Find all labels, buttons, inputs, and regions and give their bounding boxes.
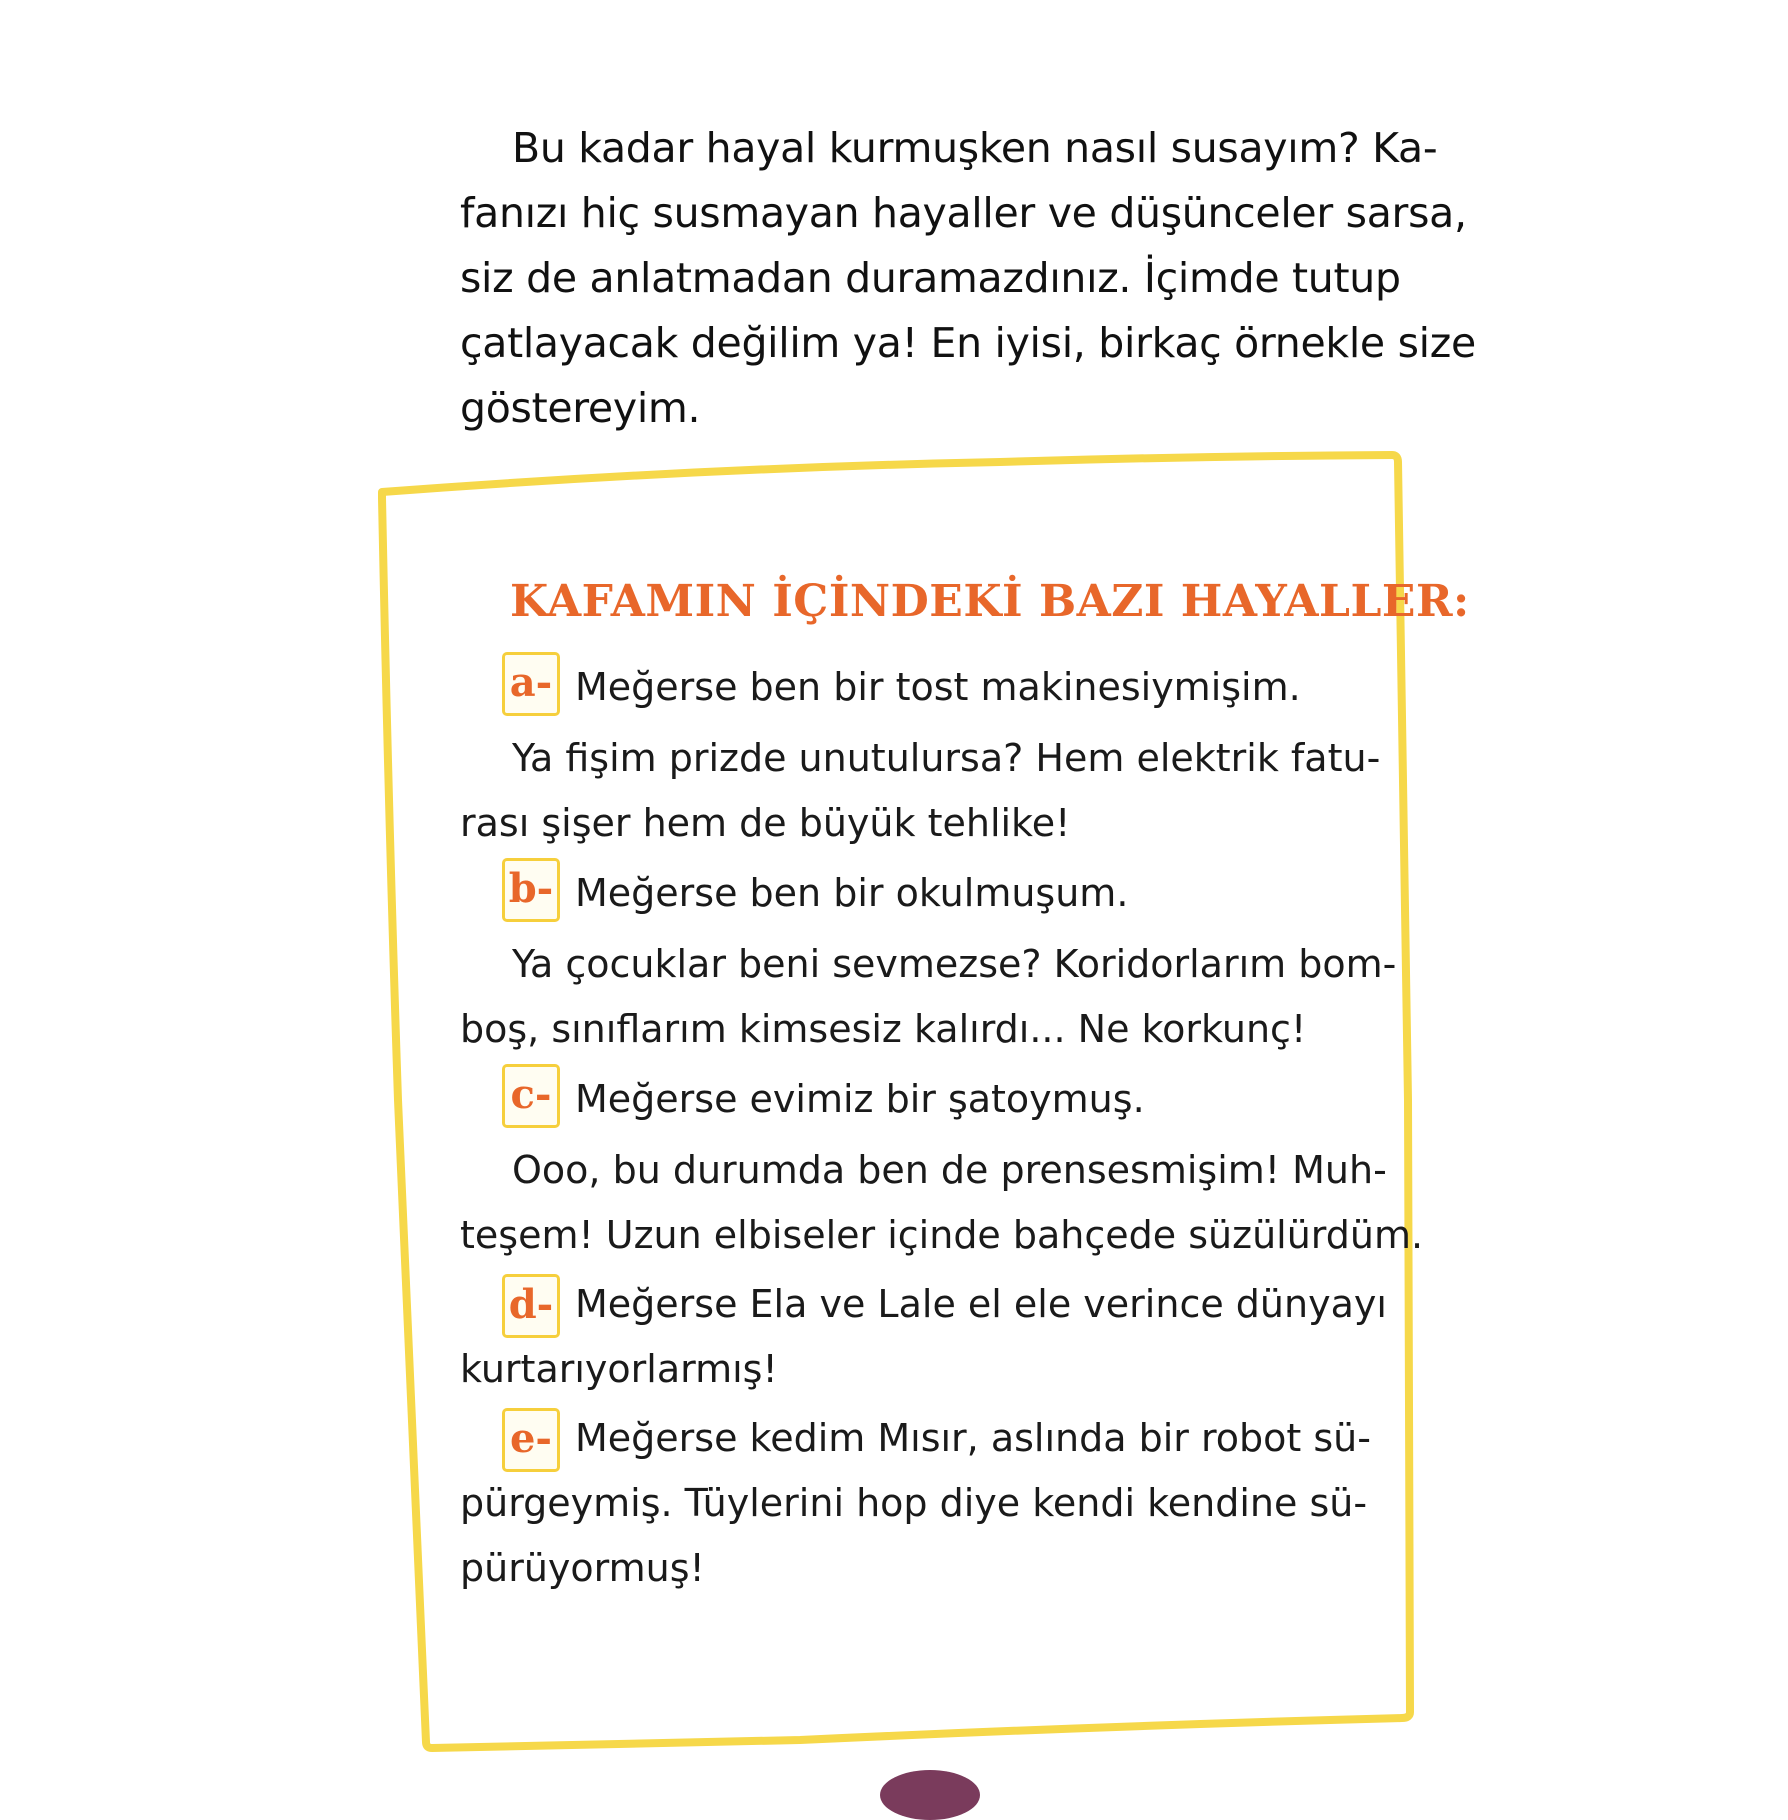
intro-line: fanızı hiç susmayan hayaller ve düşünceler sarsa, — [460, 189, 1467, 237]
item-marker: d- — [502, 1274, 560, 1338]
list-item — [460, 1402, 1371, 1601]
list-item — [460, 650, 1381, 856]
item-body-line: Ya çocuklar beni sevmezse? Koridorlarım bom- — [512, 942, 1397, 986]
item-heading-text: Meğerse ben bir okulmuşum. — [575, 871, 1129, 915]
item-heading — [460, 1062, 1350, 1136]
item-body — [460, 724, 1381, 856]
list-item — [460, 1268, 1387, 1402]
dreams-box-title: KAFAMIN İÇİNDEKİ BAZI HAYALLER: — [510, 576, 1470, 627]
item-body-line: Ya fişim prizde unutulursa? Hem elektrik fatu- — [512, 736, 1381, 780]
item-heading-line: Meğerse Ela ve Lale el ele verince dünyayı — [575, 1282, 1387, 1326]
item-marker: a- — [502, 652, 560, 716]
intro-line: çatlayacak değilim ya! En iyisi, birkaç örnekle size — [460, 319, 1476, 367]
item-heading-line: pürgeymiş. Tüylerini hop diye kendi kendine sü- — [460, 1481, 1368, 1525]
intro-paragraph — [460, 116, 1476, 441]
intro-line: siz de anlatmadan duramazdınız. İçimde tutup — [460, 254, 1401, 302]
item-heading — [460, 856, 1350, 930]
intro-line: göstereyim. — [460, 384, 701, 432]
item-body-line: rası şişer hem de büyük tehlike! — [460, 801, 1071, 845]
item-heading-text: Meğerse evimiz bir şatoymuş. — [575, 1077, 1145, 1121]
list-item — [460, 856, 1397, 1062]
item-body — [460, 930, 1397, 1062]
item-heading-line: pürüyormuş! — [460, 1546, 705, 1590]
item-body-line: boş, sınıflarım kimsesiz kalırdı... Ne korkunç! — [460, 1007, 1307, 1051]
intro-line: Bu kadar hayal kurmuşken nasıl susayım? Ka- — [512, 124, 1438, 172]
item-body-line: Ooo, bu durumda ben de prensesmişim! Muh- — [512, 1148, 1387, 1192]
item-marker: e- — [502, 1408, 560, 1472]
item-heading-line: kurtarıyorlarmış! — [460, 1347, 778, 1391]
item-heading — [460, 650, 1350, 724]
item-marker: b- — [502, 858, 560, 922]
item-marker: c- — [502, 1064, 560, 1128]
dreams-list — [460, 650, 1424, 1601]
illustration-fragment — [880, 1770, 980, 1820]
item-heading-text: Meğerse ben bir tost makinesiymişim. — [575, 665, 1301, 709]
list-item — [460, 1062, 1424, 1268]
item-heading-line: Meğerse kedim Mısır, aslında bir robot sü- — [575, 1416, 1371, 1460]
item-body-line: teşem! Uzun elbiseler içinde bahçede süzülürdüm. — [460, 1213, 1424, 1257]
item-body — [460, 1136, 1424, 1268]
